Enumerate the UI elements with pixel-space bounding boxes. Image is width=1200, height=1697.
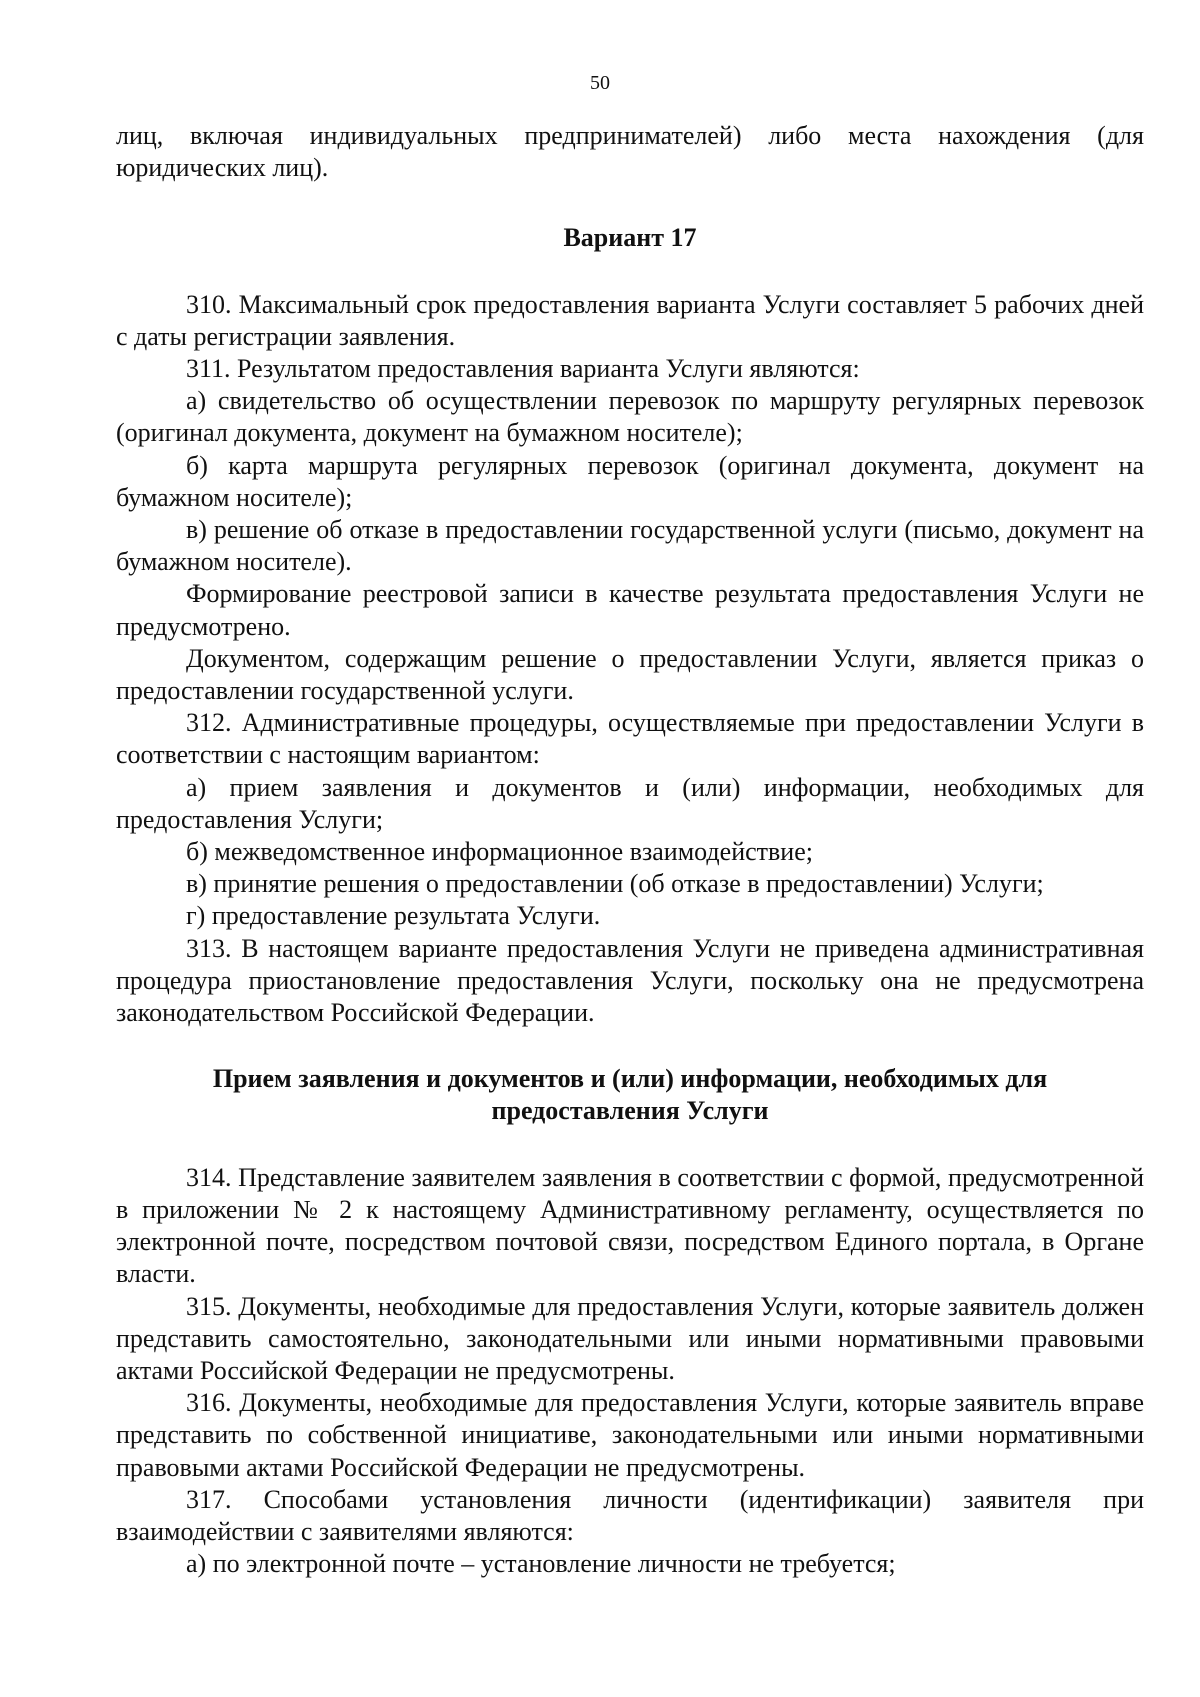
document-body [116,120,1144,1580]
section-heading-line-2: предоставления Услуги [491,1096,769,1126]
paragraph-315: 315. Документы, необходимые для предоставления Услуги, которые заявитель должен представить самостоятельно, законодательными или иными нормативными правовыми актами Российской Федерации не предусмотрены. [116,1291,1144,1385]
paragraph-311-a: а) свидетельство об осуществлении перевозок по маршруту регулярных перевозок (оригинал документа, документ на бумажном носителе); [116,386,1144,448]
paragraph-311-b: б) карта маршрута регулярных перевозок (оригинал документа, документ на бумажном носителе); [116,450,1144,512]
section-heading [116,1063,1144,1127]
paragraph-312-b: б) межведомственное информационное взаимодействие; [186,837,813,867]
continuation-paragraph: лиц, включая индивидуальных предпринимателей) либо места нахождения (для юридических лиц). [116,121,1144,183]
paragraph-312-g: г) предоставление результата Услуги. [186,901,601,931]
paragraph-316: 316. Документы, необходимые для предоставления Услуги, которые заявитель вправе представить по собственной инициативе, законодательными или иными нормативными правовыми актами Российской Федерации не предусмотрены. [116,1388,1144,1482]
section-heading-line-1: Прием заявления и документов и (или) информации, необходимых для [212,1064,1048,1094]
paragraph-312-v: в) принятие решения о предоставлении (об отказе в предоставлении) Услуги; [186,869,1044,899]
paragraph-311-v: в) решение об отказе в предоставлении государственной услуги (письмо, документ на бумажном носителе). [116,515,1144,577]
paragraph-312: 312. Административные процедуры, осуществляемые при предоставлении Услуги в соответствии с настоящим вариантом: [116,708,1144,770]
paragraph-312-a: а) прием заявления и документов и (или) информации, необходимых для предоставления Услуги; [116,772,1144,834]
paragraph-313: 313. В настоящем варианте предоставления Услуги не приведена административная процедура приостановление предоставления Услуги, поскольку она не предусмотрена законодательством Российской Федерации. [116,933,1144,1028]
paragraph-310: 310. Максимальный срок предоставления варианта Услуги составляет 5 рабочих дней с даты регистрации заявления. [116,289,1144,351]
paragraph-311: 311. Результатом предоставления варианта Услуги являются: [186,354,860,384]
page-number: 50 [590,72,610,94]
paragraph-317: 317. Способами установления личности (идентификации) заявителя при взаимодействии с заявителями являются: [116,1484,1144,1546]
paragraph-registry-record: Формирование реестровой записи в качестве результата предоставления Услуги не предусмотрено. [116,579,1144,641]
paragraph-317-a: а) по электронной почте – установление личности не требуется; [186,1549,896,1579]
paragraph-decision-document: Документом, содержащим решение о предоставлении Услуги, является приказ о предоставлении государственной услуги. [116,643,1144,706]
variant-heading: Вариант 17 [563,223,697,253]
paragraph-314: 314. Представление заявителем заявления в соответствии с формой, предусмотренной в приложении № 2 к настоящему Административному регламенту, осуществляется по электронной почте, посредством почтовой связи, посредством Единого портала, в Органе власти. [116,1162,1144,1289]
